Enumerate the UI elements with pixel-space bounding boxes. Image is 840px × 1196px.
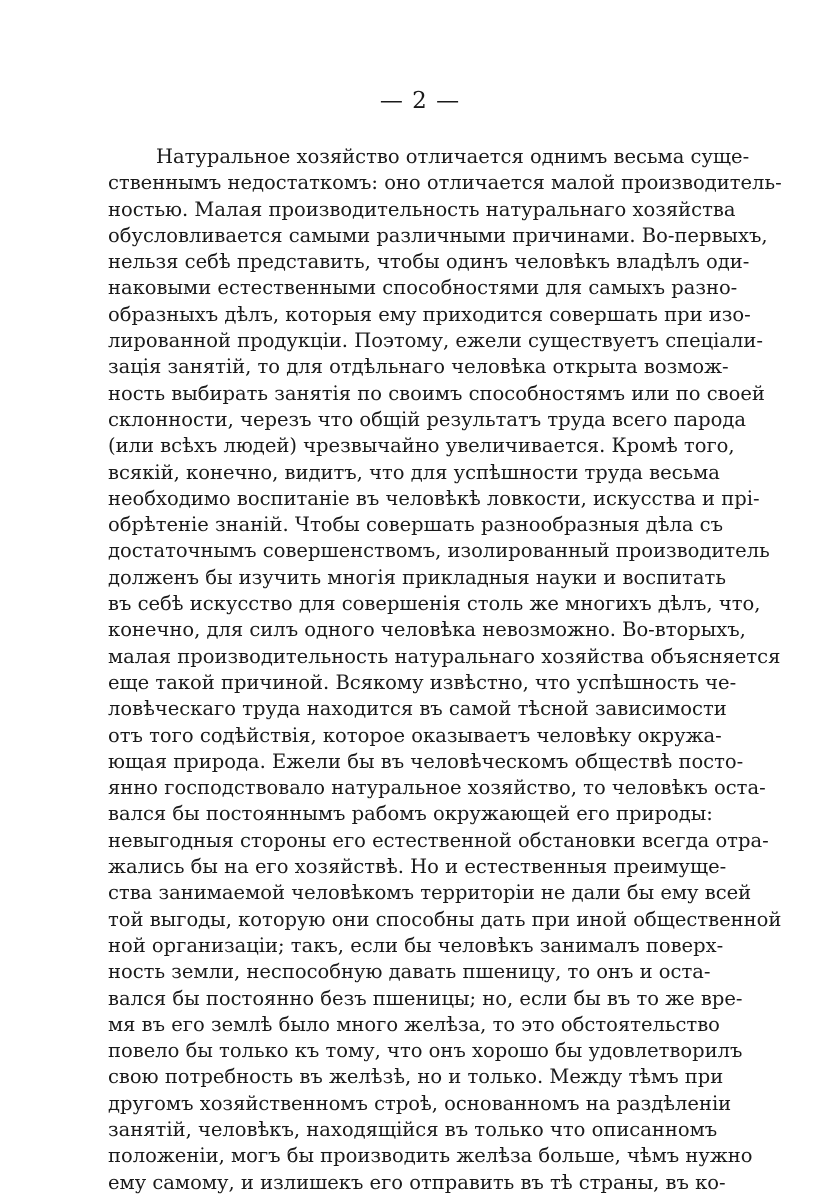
page-number: — 2 —	[379, 88, 461, 114]
text-line: ность земли, неспособную давать пшеницу, то онъ и оста-	[108, 960, 711, 984]
text-line: ностью. Малая производительность натуральнаго хозяйства	[108, 197, 736, 221]
text-line: образныхъ дѣлъ, которыя ему приходится совершать при изо-	[108, 302, 751, 326]
text-line: зація занятій, то для отдѣльнаго человѣка открыта возмож-	[108, 355, 729, 379]
text-line: ность выбирать занятія по своимъ способностямъ или по своей	[108, 381, 765, 405]
text-line: нельзя себѣ представить, чтобы одинъ человѣкъ владѣлъ оди-	[108, 250, 750, 274]
text-line: ства занимаемой человѣкомъ территоріи не дали бы ему всей	[108, 881, 752, 905]
text-line: мя въ его землѣ было много желѣза, то это обстоятельство	[108, 1012, 720, 1036]
text-line: положеніи, могъ бы производить желѣза больше, чѣмъ нужно	[108, 1144, 753, 1168]
text-line: отъ того содѣйствія, которое оказываетъ человѣку окружа-	[108, 723, 722, 747]
text-line: той выгоды, которую они способны дать при иной общественной	[108, 907, 782, 931]
text-line: наковыми естественными способностями для самыхъ разно-	[108, 276, 738, 300]
text-line: занятій, человѣкъ, находящійся въ только что описанномъ	[108, 1117, 718, 1141]
text-line: Натуральное хозяйство отличается однимъ весьма суще-	[156, 145, 750, 168]
text-line: ему самому, и излишекъ его отправить въ тѣ страны, въ ко-	[108, 1170, 726, 1194]
text-line: еще такой причиной. Всякому извѣстно, что успѣшность че-	[108, 670, 737, 694]
text-line: достаточнымъ совершенствомъ, изолированный производитель	[108, 539, 770, 563]
text-line: повело бы только къ тому, что онъ хорошо бы удовлетворилъ	[108, 1039, 743, 1063]
text-line: вался бы постояннымъ рабомъ окружающей его природы:	[108, 802, 713, 826]
text-line: въ себѣ искусство для совершенія столь же многихъ дѣлъ, что,	[108, 592, 761, 616]
text-line: обусловливается самыми различными причинами. Во-первыхъ,	[108, 223, 768, 247]
text-line: свою потребность въ желѣзѣ, но и только. Между тѣмъ при	[108, 1065, 724, 1089]
text-line: другомъ хозяйственномъ строѣ, основанномъ на раздѣленіи	[108, 1091, 732, 1115]
text-line: долженъ бы изучить многія прикладныя науки и воспитать	[108, 565, 726, 589]
text-line: всякій, конечно, видитъ, что для успѣшности труда весьма	[108, 460, 720, 484]
text-line: янно господствовало натуральное хозяйство, то человѣкъ оста-	[108, 776, 766, 800]
text-line: ловѣческаго труда находится въ самой тѣсной зависимости	[108, 697, 727, 721]
text-line: необходимо воспитаніе въ человѣкѣ ловкости, искусства и прі-	[108, 486, 760, 510]
text-line: лированной продукціи. Поэтому, ежели существуетъ спеціали-	[108, 329, 764, 353]
text-line: жались бы на его хозяйствѣ. Но и естественныя преимуще-	[108, 855, 727, 879]
text-line: ственнымъ недостаткомъ: оно отличается малой производитель-	[108, 171, 782, 195]
text-line: вался бы постоянно безъ пшеницы; но, если бы въ то же вре-	[108, 986, 743, 1010]
text-line: ющая природа. Ежели бы въ человѣческомъ обществѣ посто-	[108, 749, 744, 773]
text-line: невыгодныя стороны его естественной обстановки всегда отра-	[108, 828, 769, 852]
text-line: обрѣтеніе знаній. Чтобы совершать разнообразныя дѣла съ	[108, 513, 724, 537]
text-line: ной организаціи; такъ, если бы человѣкъ занималъ поверх-	[108, 933, 724, 957]
text-line: конечно, для силъ одного человѣка невозможно. Во-вторыхъ,	[108, 618, 746, 642]
text-line: (или всѣхъ людей) чрезвычайно увеличивается. Кромѣ того,	[108, 434, 735, 458]
body-text	[108, 144, 782, 1196]
text-line: малая производительность натуральнаго хозяйства объясняется	[108, 644, 781, 668]
text-line: склонности, черезъ что общій результатъ труда всего парода	[108, 407, 747, 431]
